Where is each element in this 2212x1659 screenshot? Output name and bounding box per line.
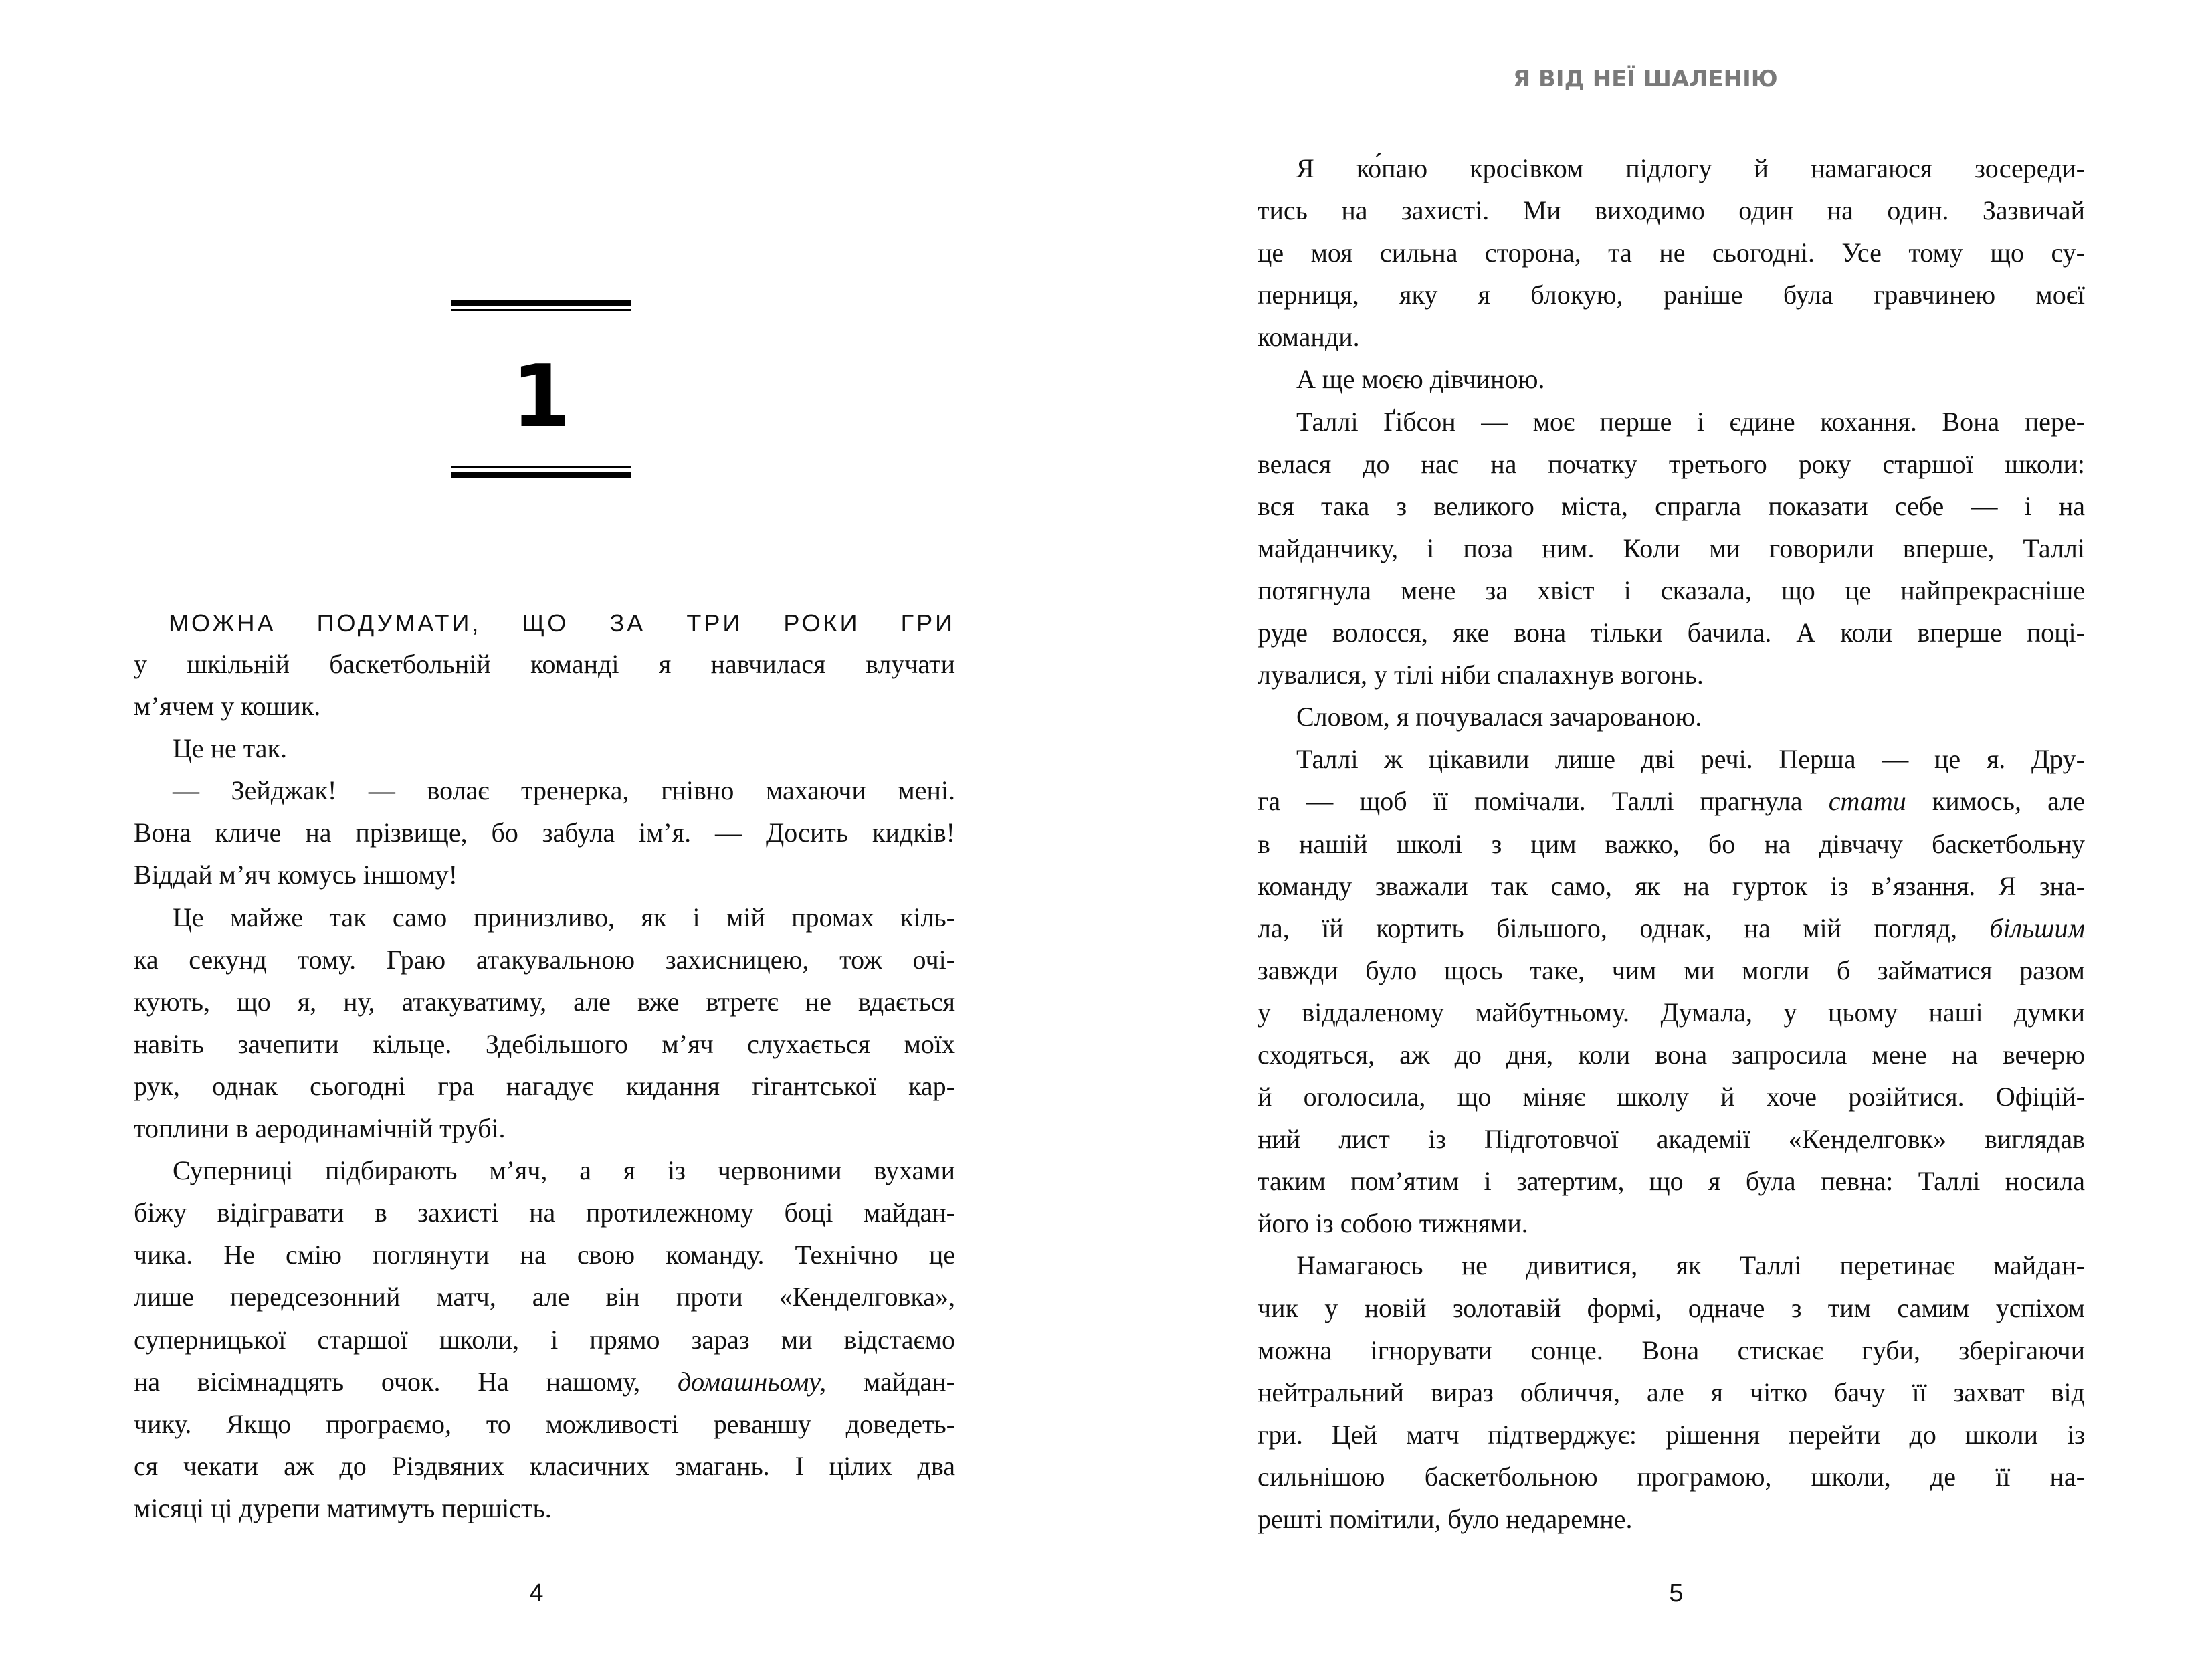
text-segment: майдан- — [826, 1366, 955, 1397]
right-body-text — [1258, 147, 2085, 1540]
text-line: команду зважали так само, як на гурток із в’язання. Я зна- — [1258, 870, 2085, 901]
text-line: місяці ці дурепи матимуть першість. — [134, 1492, 552, 1523]
text-line: чик у новій золотавій формі, одначе з тим самим успіхом — [1258, 1292, 2085, 1323]
text-line: Намагаюсь не дивитися, як Таллі перетинає майдан- — [1296, 1250, 2085, 1281]
text-line: решті помітили, було недаремне. — [1258, 1504, 1633, 1534]
text-line: велася до нас на початку третього року старшої школи: — [1258, 448, 2085, 479]
text-line: лувалися, у тілі ніби спалахнув вогонь. — [1258, 660, 1704, 690]
text-line: ний лист із Підготовчої академії «Кенделговк» виглядав — [1258, 1124, 2085, 1155]
text-line: ка секунд тому. Граю атакувальною захисницею, тож очі- — [134, 944, 955, 975]
text-line — [1258, 907, 2085, 949]
text-line: руде волосся, яке вона тільки бачила. А коли вперше поці- — [1258, 617, 2085, 648]
text-line: у віддаленому майбутньому. Думала, у цьому наші думки — [1258, 997, 2085, 1028]
text-segment: кимось, але — [1906, 786, 2085, 817]
text-line: ся чекати аж до Різдвяних класичних змагань. І цілих два — [134, 1450, 955, 1481]
page-number-left: 4 — [529, 1579, 544, 1607]
text-segment: ла, їй кортить більшого, однак, на мій погляд, — [1258, 912, 1990, 943]
chapter-rule-top-thick — [451, 300, 631, 306]
text-line: рук, однак сьогодні гра нагадує кидання гігантської кар- — [134, 1070, 955, 1101]
chapter-rule-bottom-thin — [451, 466, 631, 468]
text-line: перниця, яку я блокую, раніше була гравчинею моєї — [1258, 280, 2085, 310]
text-line: біжу відігравати в захисті на протилежному боці майдан- — [134, 1197, 955, 1228]
text-line: — Зейджак! — волає тренерка, гнівно махаючи мені. — [173, 775, 955, 806]
page-number-right: 5 — [1669, 1579, 1684, 1607]
chapter-rule-bottom-thick — [451, 472, 631, 478]
text-line — [134, 1361, 955, 1403]
text-line: Таллі ж цікавили лише дві речі. Перша — це я. Дру- — [1296, 744, 2085, 775]
running-header: Я ВІД НЕЇ ШАЛЕНІЮ — [1513, 66, 1778, 92]
text-segment: га — щоб її помічали. Таллі прагнула — [1258, 786, 1829, 817]
text-line — [1258, 780, 2085, 822]
text-line: кують, що я, ну, атакуватиму, але вже втретє не вдається — [134, 986, 955, 1017]
emphasized-word: стати — [1828, 786, 1906, 817]
text-line: у шкільній баскетбольній команді я навчилася влучати — [134, 649, 955, 679]
text-line: тись на захисті. Ми виходимо один на один. Зазвичай — [1258, 195, 2085, 226]
text-line: Це майже так само принизливо, як і мій промах кіль- — [173, 902, 955, 933]
text-line: його із собою тижнями. — [1258, 1208, 1528, 1239]
text-line: Це не так. — [173, 733, 287, 764]
text-line: потягнула мене за хвіст і сказала, що це найпрекрасніше — [1258, 575, 2085, 605]
text-line: навіть зачепити кільце. Здебільшого м’яч слухається моїх — [134, 1028, 955, 1059]
text-line: таким пом’ятим і затертим, що я була певна: Таллі носила — [1258, 1166, 2085, 1197]
text-line: й оголосила, що міняє школу й хоче розійтися. Офіцій- — [1258, 1082, 2085, 1112]
text-line: Віддай м’яч комусь іншому! — [134, 860, 458, 890]
chapter-rule-top-thin — [451, 309, 631, 311]
chapter-opening-line: МОЖНА ПОДУМАТИ, ЩО ЗА ТРИ РОКИ ГРИ — [169, 609, 955, 637]
text-line: вся така з великого міста, спрагла показати себе — і на — [1258, 490, 2085, 521]
text-line: сильнішою баскетбольною програмою, школи, де її на- — [1258, 1461, 2085, 1492]
text-line: Вона кличе на прізвище, бо забула ім’я. — Досить кидків! — [134, 817, 955, 848]
text-line: суперницької старшої школи, і прямо зараз ми відстаємо — [134, 1324, 955, 1355]
text-line: Я ко́паю кросівком підлогу й намагаюся зосереди- — [1296, 153, 2085, 183]
text-line: чика. Не смію поглянути на свою команду. Технічно це — [134, 1240, 955, 1270]
text-segment: на вісімнадцять очок. На нашому, — [134, 1366, 678, 1397]
text-line: можна ігнорувати сонце. Вона стискає губи, зберігаючи — [1258, 1335, 2085, 1365]
text-line: нейтральний вираз обличчя, але я чітко бачу її захват від — [1258, 1377, 2085, 1407]
left-body-text — [134, 604, 955, 1529]
text-line: гри. Цей матч підтверджує: рішення перейти до школи із — [1258, 1419, 2085, 1450]
text-line: топлини в аеродинамічній трубі. — [134, 1113, 506, 1144]
text-line: чику. Якщо програємо, то можливості реваншу доведеть- — [134, 1408, 955, 1439]
emphasized-word: домашньому, — [677, 1366, 827, 1397]
text-line: в нашій школі з цим важко, бо на дівчачу баскетбольну — [1258, 828, 2085, 859]
chapter-heading — [451, 300, 631, 479]
text-line: майданчику, і поза ним. Коли ми говорили вперше, Таллі — [1258, 532, 2085, 563]
text-line: Словом, я почувалася зачарованою. — [1296, 702, 1702, 733]
text-line: сходяться, аж до дня, коли вона запросила мене на вечерю — [1258, 1039, 2085, 1070]
chapter-number: 1 — [511, 347, 571, 447]
text-line: А ще моєю дівчиною. — [1296, 364, 1545, 395]
text-line: завжди було щось таке, чим ми могли б займатися разом — [1258, 955, 2085, 985]
text-line: лише передсезонний матч, але він проти «Кенделговка», — [134, 1282, 955, 1312]
text-line: Суперниці підбирають м’яч, а я із червоними вухами — [173, 1155, 955, 1186]
text-line: м’ячем у кошик. — [134, 691, 321, 722]
text-line: команди. — [1258, 322, 1360, 353]
text-line: Таллі Ґібсон — моє перше і єдине кохання. Вона пере- — [1296, 406, 2085, 437]
emphasized-word: більшим — [1989, 912, 2085, 943]
text-line: це моя сильна сторона, та не сьогодні. Усе тому що су- — [1258, 237, 2085, 268]
